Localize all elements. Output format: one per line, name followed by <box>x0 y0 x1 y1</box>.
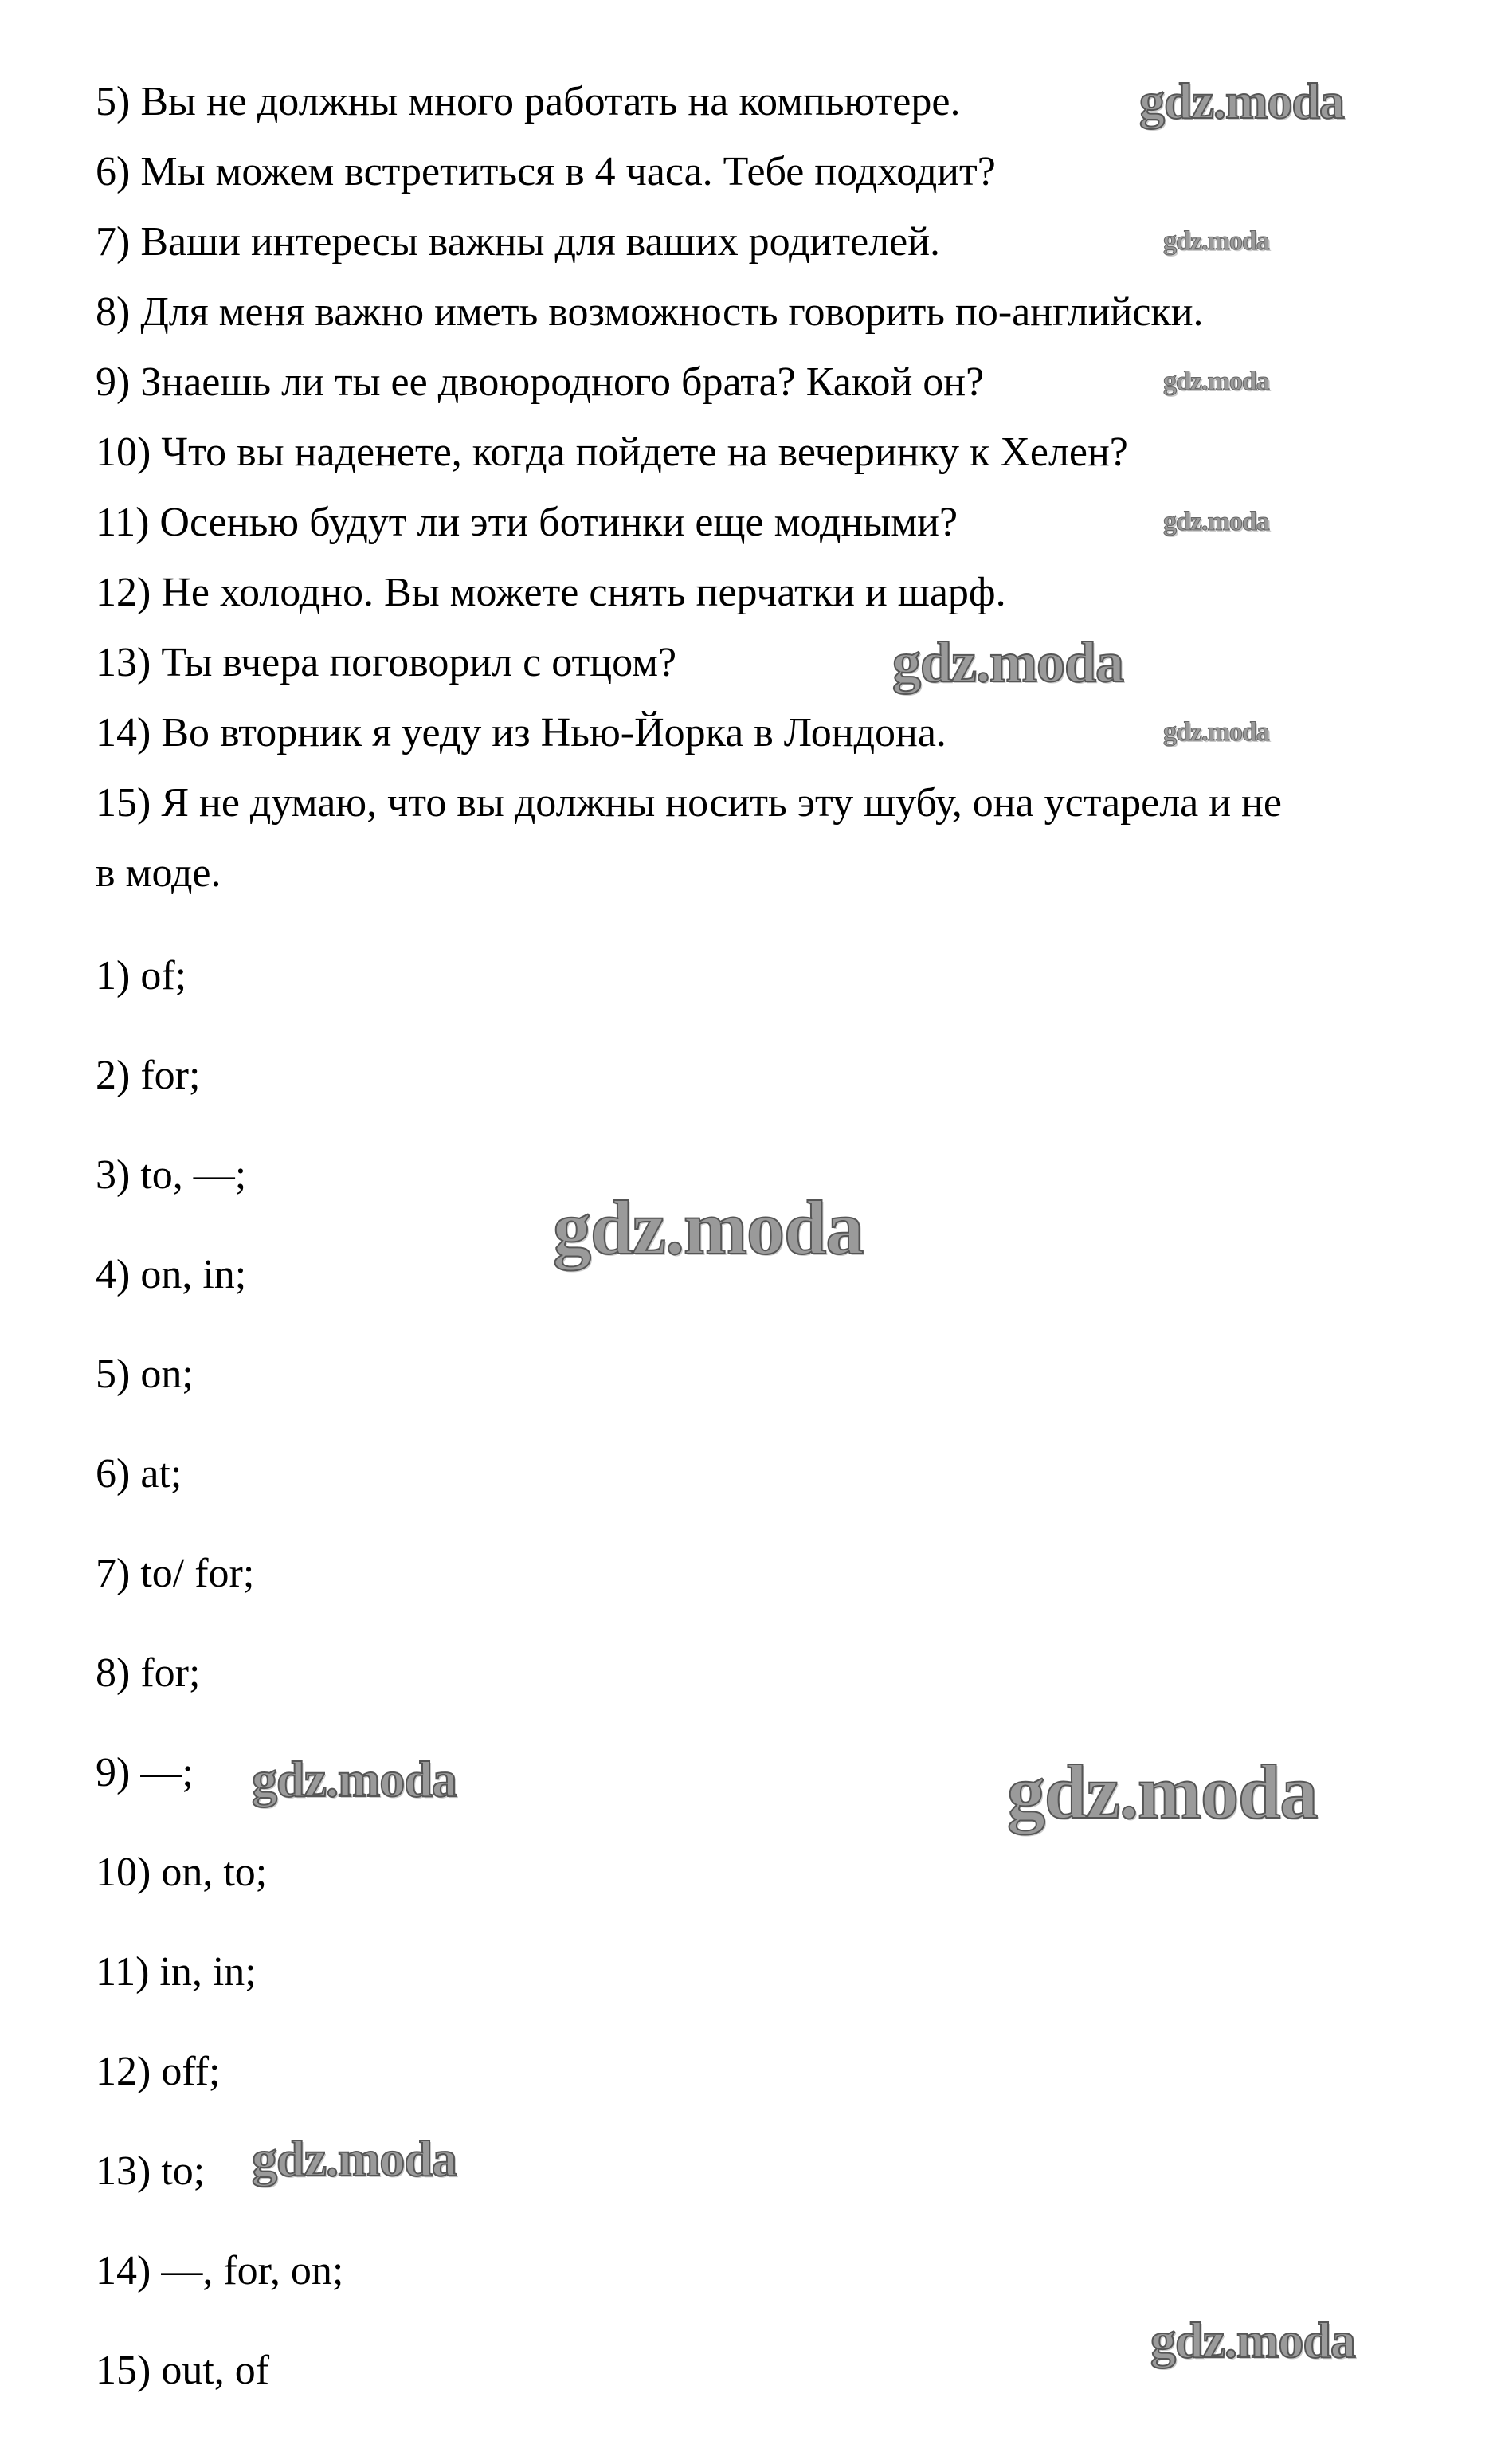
sentence: 5) Вы не должны много работать на компьютере. <box>96 79 961 124</box>
answer: 7) to/ for; <box>96 1551 255 1596</box>
answer: 13) to; <box>96 2148 206 2194</box>
sentence: 7) Ваши интересы важны для ваших родителей. <box>96 219 941 265</box>
watermark: gdz.moda <box>553 1185 864 1270</box>
answer: 14) —, for, on; <box>96 2248 344 2293</box>
watermark: gdz.moda <box>1150 2312 1355 2368</box>
answer: 3) to, —; <box>96 1152 247 1198</box>
sentence: 9) Знаешь ли ты ее двоюродного брата? Какой он? <box>96 359 985 405</box>
sentence: 14) Во вторник я уеду из Нью-Йорка в Лондона. <box>96 710 946 755</box>
answer: 15) out, of <box>96 2348 270 2393</box>
sentence: в моде. <box>96 850 221 896</box>
watermark: gdz.moda <box>892 630 1124 694</box>
answer: 11) in, in; <box>96 1949 257 1995</box>
answer: 1) of; <box>96 953 187 999</box>
answer: 2) for; <box>96 1053 201 1098</box>
sentence: 8) Для меня важно иметь возможность говорить по-английски. <box>96 289 1204 335</box>
answer-list <box>96 926 343 2420</box>
answer: 4) on, in; <box>96 1252 247 1297</box>
watermark: gdz.moda <box>252 1751 457 1807</box>
answer: 6) at; <box>96 1451 182 1497</box>
watermark: gdz.moda <box>1163 507 1269 536</box>
answer: 9) —; <box>96 1750 194 1795</box>
watermark: gdz.moda <box>1007 1749 1318 1834</box>
watermark: gdz.moda <box>252 2130 457 2187</box>
translation-sentences <box>96 67 1282 908</box>
sentence: 11) Осенью будут ли эти ботинки еще модными? <box>96 500 958 545</box>
answer: 8) for; <box>96 1650 201 1696</box>
sentence: 6) Мы можем встретиться в 4 часа. Тебе подходит? <box>96 149 996 194</box>
sentence: 13) Ты вчера поговорил с отцом? <box>96 640 677 685</box>
watermark: gdz.moda <box>1163 717 1269 747</box>
answer: 10) on, to; <box>96 1850 268 1895</box>
watermark: gdz.moda <box>1139 73 1344 129</box>
watermark: gdz.moda <box>1163 226 1269 256</box>
answer: 12) off; <box>96 2049 221 2094</box>
sentence: 10) Что вы наденете, когда пойдете на вечеринку к Хелен? <box>96 430 1128 475</box>
watermark: gdz.moda <box>1163 367 1269 396</box>
sentence: 15) Я не думаю, что вы должны носить эту шубу, она устарела и не <box>96 780 1282 826</box>
sentence: 12) Не холодно. Вы можете снять перчатки и шарф. <box>96 570 1006 615</box>
answer: 5) on; <box>96 1352 194 1397</box>
